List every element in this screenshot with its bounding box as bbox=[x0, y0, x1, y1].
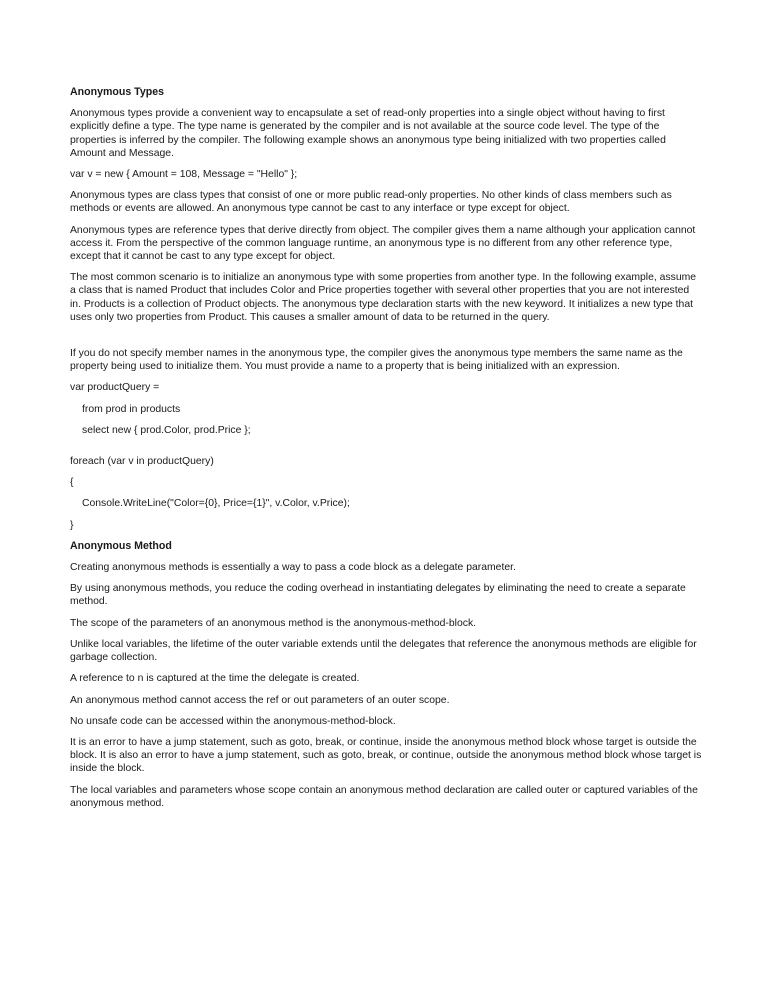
paragraph: It is an error to have a jump statement, such as goto, break, or continue, inside the anonymous method block whose target is outside the block. It is also an error to have a jump statement, such as goto, break, or continue, outside the anonymous method block whose target is inside the block. bbox=[70, 736, 702, 775]
paragraph: The scope of the parameters of an anonymous method is the anonymous-method-block. bbox=[70, 617, 477, 629]
paragraph: If you do not specify member names in the anonymous type, the compiler gives the anonymous type members the same name as the property being used to initialize them. You must provide a name to a property that is being initialized with an expression. bbox=[70, 348, 683, 373]
paragraph: By using anonymous methods, you reduce the coding overhead in instantiating delegates by eliminating the need to create a separate method. bbox=[70, 583, 686, 608]
paragraph: The most common scenario is to initialize an anonymous type with some properties from another type. In the following example, assume a class that is named Product that includes Color and Price properties together with several other properties that you are not interested in. Products is a collection of Product objects. The anonymous type declaration starts with the new keyword. It initializes a new type that uses only two properties from Product. This causes a smaller amount of data to be returned in the query. bbox=[70, 272, 697, 323]
code-line: foreach (var v in productQuery) bbox=[70, 456, 214, 468]
code-line: var productQuery = bbox=[70, 382, 160, 394]
section-heading-anonymous-method: Anonymous Method bbox=[70, 539, 172, 552]
paragraph: Unlike local variables, the lifetime of the outer variable extends until the delegates that reference the anonymous methods are eligible for garbage collection. bbox=[70, 638, 697, 664]
code-line: { bbox=[70, 477, 74, 489]
spacer bbox=[70, 445, 702, 455]
paragraph: Creating anonymous methods is essentially a way to pass a code block as a delegate parameter. bbox=[70, 562, 516, 574]
paragraph: Anonymous types provide a convenient way to encapsulate a set of read-only properties into a single object without having to first explicitly define a type. The type name is generated by the compiler and is not available at the source code level. The type of the properties is inferred by the compiler. The following example shows an anonymous type being initialized with two properties called Amount and Message. bbox=[70, 108, 666, 159]
code-line: } bbox=[70, 519, 74, 531]
spacer bbox=[70, 332, 702, 347]
paragraph: Anonymous types are class types that consist of one or more public read-only properties. No other kinds of class members such as methods or events are allowed. An anonymous type cannot be cast to any interface or type except for object. bbox=[70, 190, 672, 215]
paragraph: No unsafe code can be accessed within the anonymous-method-block. bbox=[70, 715, 396, 727]
paragraph: Anonymous types are reference types that derive directly from object. The compiler gives them a name although your application cannot access it. From the perspective of the common language runtime, an anonymous type is no different from any other reference type, except that it cannot be cast to any type except for object. bbox=[70, 224, 696, 263]
paragraph: An anonymous method cannot access the ref or out parameters of an outer scope. bbox=[70, 694, 450, 706]
code-line: from prod in products bbox=[82, 403, 181, 415]
code-line: var v = new { Amount = 108, Message = "Hello" }; bbox=[70, 169, 298, 181]
section-heading-anonymous-types: Anonymous Types bbox=[70, 86, 164, 98]
code-line: select new { prod.Color, prod.Price }; bbox=[82, 424, 251, 436]
code-line: Console.WriteLine("Color={0}, Price={1}", v.Color, v.Price); bbox=[82, 498, 350, 510]
document-page bbox=[70, 86, 702, 818]
paragraph: A reference to n is captured at the time the delegate is created. bbox=[70, 673, 360, 685]
paragraph: The local variables and parameters whose scope contain an anonymous method declaration are called outer or captured variables of the anonymous method. bbox=[70, 784, 698, 809]
